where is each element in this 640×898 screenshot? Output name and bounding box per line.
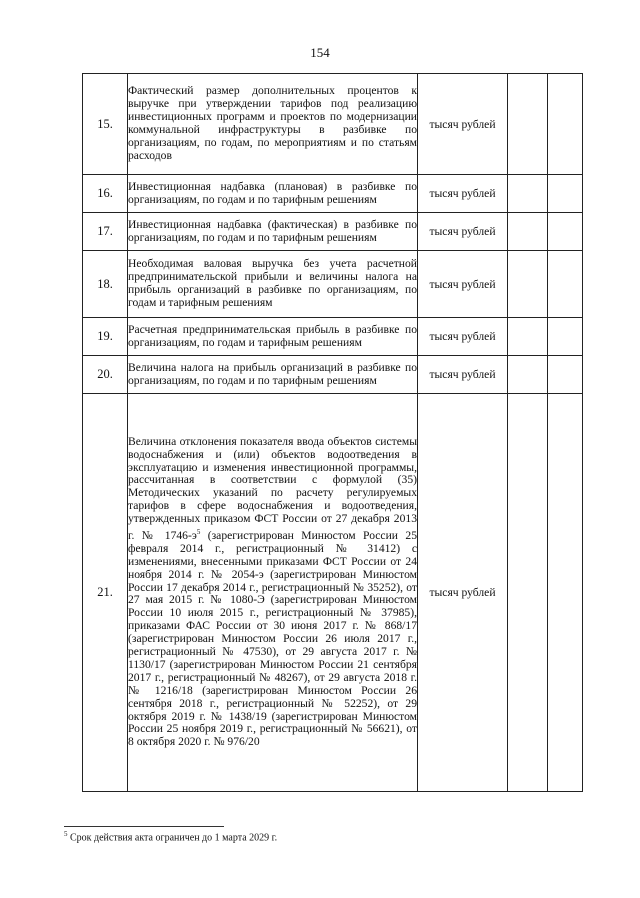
empty-cell xyxy=(548,394,583,792)
empty-cell xyxy=(548,213,583,251)
empty-cell xyxy=(508,318,548,356)
empty-cell xyxy=(508,175,548,213)
indicators-table xyxy=(82,73,583,792)
row-number: 18. xyxy=(83,251,128,318)
row-number: 21. xyxy=(83,394,128,792)
footnote xyxy=(64,830,277,843)
row-unit: тысяч рублей xyxy=(418,251,508,318)
empty-cell xyxy=(548,318,583,356)
table-row xyxy=(83,213,583,251)
row-number: 17. xyxy=(83,213,128,251)
empty-cell xyxy=(508,74,548,175)
table-row xyxy=(83,175,583,213)
table-row xyxy=(83,394,583,792)
row-description: Фактический размер дополнительных процентов к выручке при утверждении тарифов под реализацию инвестиционных программ и проектов по модернизации коммунальной инфраструктуры в разбивке по организациям, по годам, по мероприятиям и по статьям расходов xyxy=(128,74,418,175)
empty-cell xyxy=(508,213,548,251)
row-unit: тысяч рублей xyxy=(418,394,508,792)
table-row xyxy=(83,318,583,356)
row-number: 20. xyxy=(83,356,128,394)
table-row xyxy=(83,74,583,175)
row-unit: тысяч рублей xyxy=(418,213,508,251)
row-description: Необходимая валовая выручка без учета расчетной предпринимательской прибыли и величины налога на прибыль организаций в разбивке по организациям, по годам и тарифным решениям xyxy=(128,251,418,318)
row-number: 16. xyxy=(83,175,128,213)
row-number: 15. xyxy=(83,74,128,175)
empty-cell xyxy=(548,251,583,318)
empty-cell xyxy=(548,74,583,175)
row-unit: тысяч рублей xyxy=(418,74,508,175)
row-description: Инвестиционная надбавка (фактическая) в разбивке по организациям, по годам и по тарифным решениям xyxy=(128,213,418,251)
row-description: Величина отклонения показателя ввода объектов системы водоснабжения и (или) объектов водоотведения в эксплуатацию и изменения инвестиционной программы, рассчитанная в соответствии с формулой (35) Методических указаний по расчету регулируемых тарифов в сфере водоснабжения и водоотведения, утвержденных приказом ФСТ России от 27 декабря 2013 г. № $1746-э^5$ (зарегистрирован Минюстом России 25 февраля 2014 г., регистрационный № 31412) с изменениями, внесенными приказами ФСТ России от 24 ноября 2014 г. № 2054-э (зарегистрирован Минюстом России 17 декабря 2014 г., регистрационный № 35252), от 27 мая 2015 г. № 1080-Э (зарегистрирован Минюстом России 10 июля 2015 г., регистрационный № 37985), приказами ФАС России от 30 июня 2017 г. № 868/17 (зарегистрирован Минюстом России 26 июля 2017 г., регистрационный № 47530), от 29 августа 2017 г. № 1130/17 (зарегистрирован Минюстом России 21 сентября 2017 г., регистрационный № 48267), от 29 августа 2018 г. № 1216/18 (зарегистрирован Минюстом России 26 сентября 2018 г., регистрационный № 52252), от 29 октября 2019 г. № 1438/19 (зарегистрирован Минюстом России 25 ноября 2019 г., регистрационный № 56621), от 8 октября 2020 г. № 976/20 xyxy=(128,394,418,792)
empty-cell xyxy=(548,356,583,394)
row-unit: тысяч рублей xyxy=(418,175,508,213)
footnote-marker: 5 xyxy=(64,830,68,838)
empty-cell xyxy=(508,394,548,792)
row-unit: тысяч рублей xyxy=(418,318,508,356)
page-number: 154 xyxy=(310,45,330,60)
table-row xyxy=(83,356,583,394)
empty-cell xyxy=(508,251,548,318)
row-unit: тысяч рублей xyxy=(418,356,508,394)
empty-cell xyxy=(548,175,583,213)
empty-cell xyxy=(508,356,548,394)
row-description: Величина налога на прибыль организаций в разбивке по организациям, по годам и по тарифным решениям xyxy=(128,356,418,394)
footnote-separator xyxy=(64,826,224,827)
footnote-text: Срок действия акта ограничен до 1 марта 2029 г. xyxy=(70,832,278,844)
row-description: Инвестиционная надбавка (плановая) в разбивке по организациям, по годам и по тарифным решениям xyxy=(128,175,418,213)
row-description: Расчетная предпринимательская прибыль в разбивке по организациям, по годам и тарифным решениям xyxy=(128,318,418,356)
row-number: 19. xyxy=(83,318,128,356)
table-row xyxy=(83,251,583,318)
